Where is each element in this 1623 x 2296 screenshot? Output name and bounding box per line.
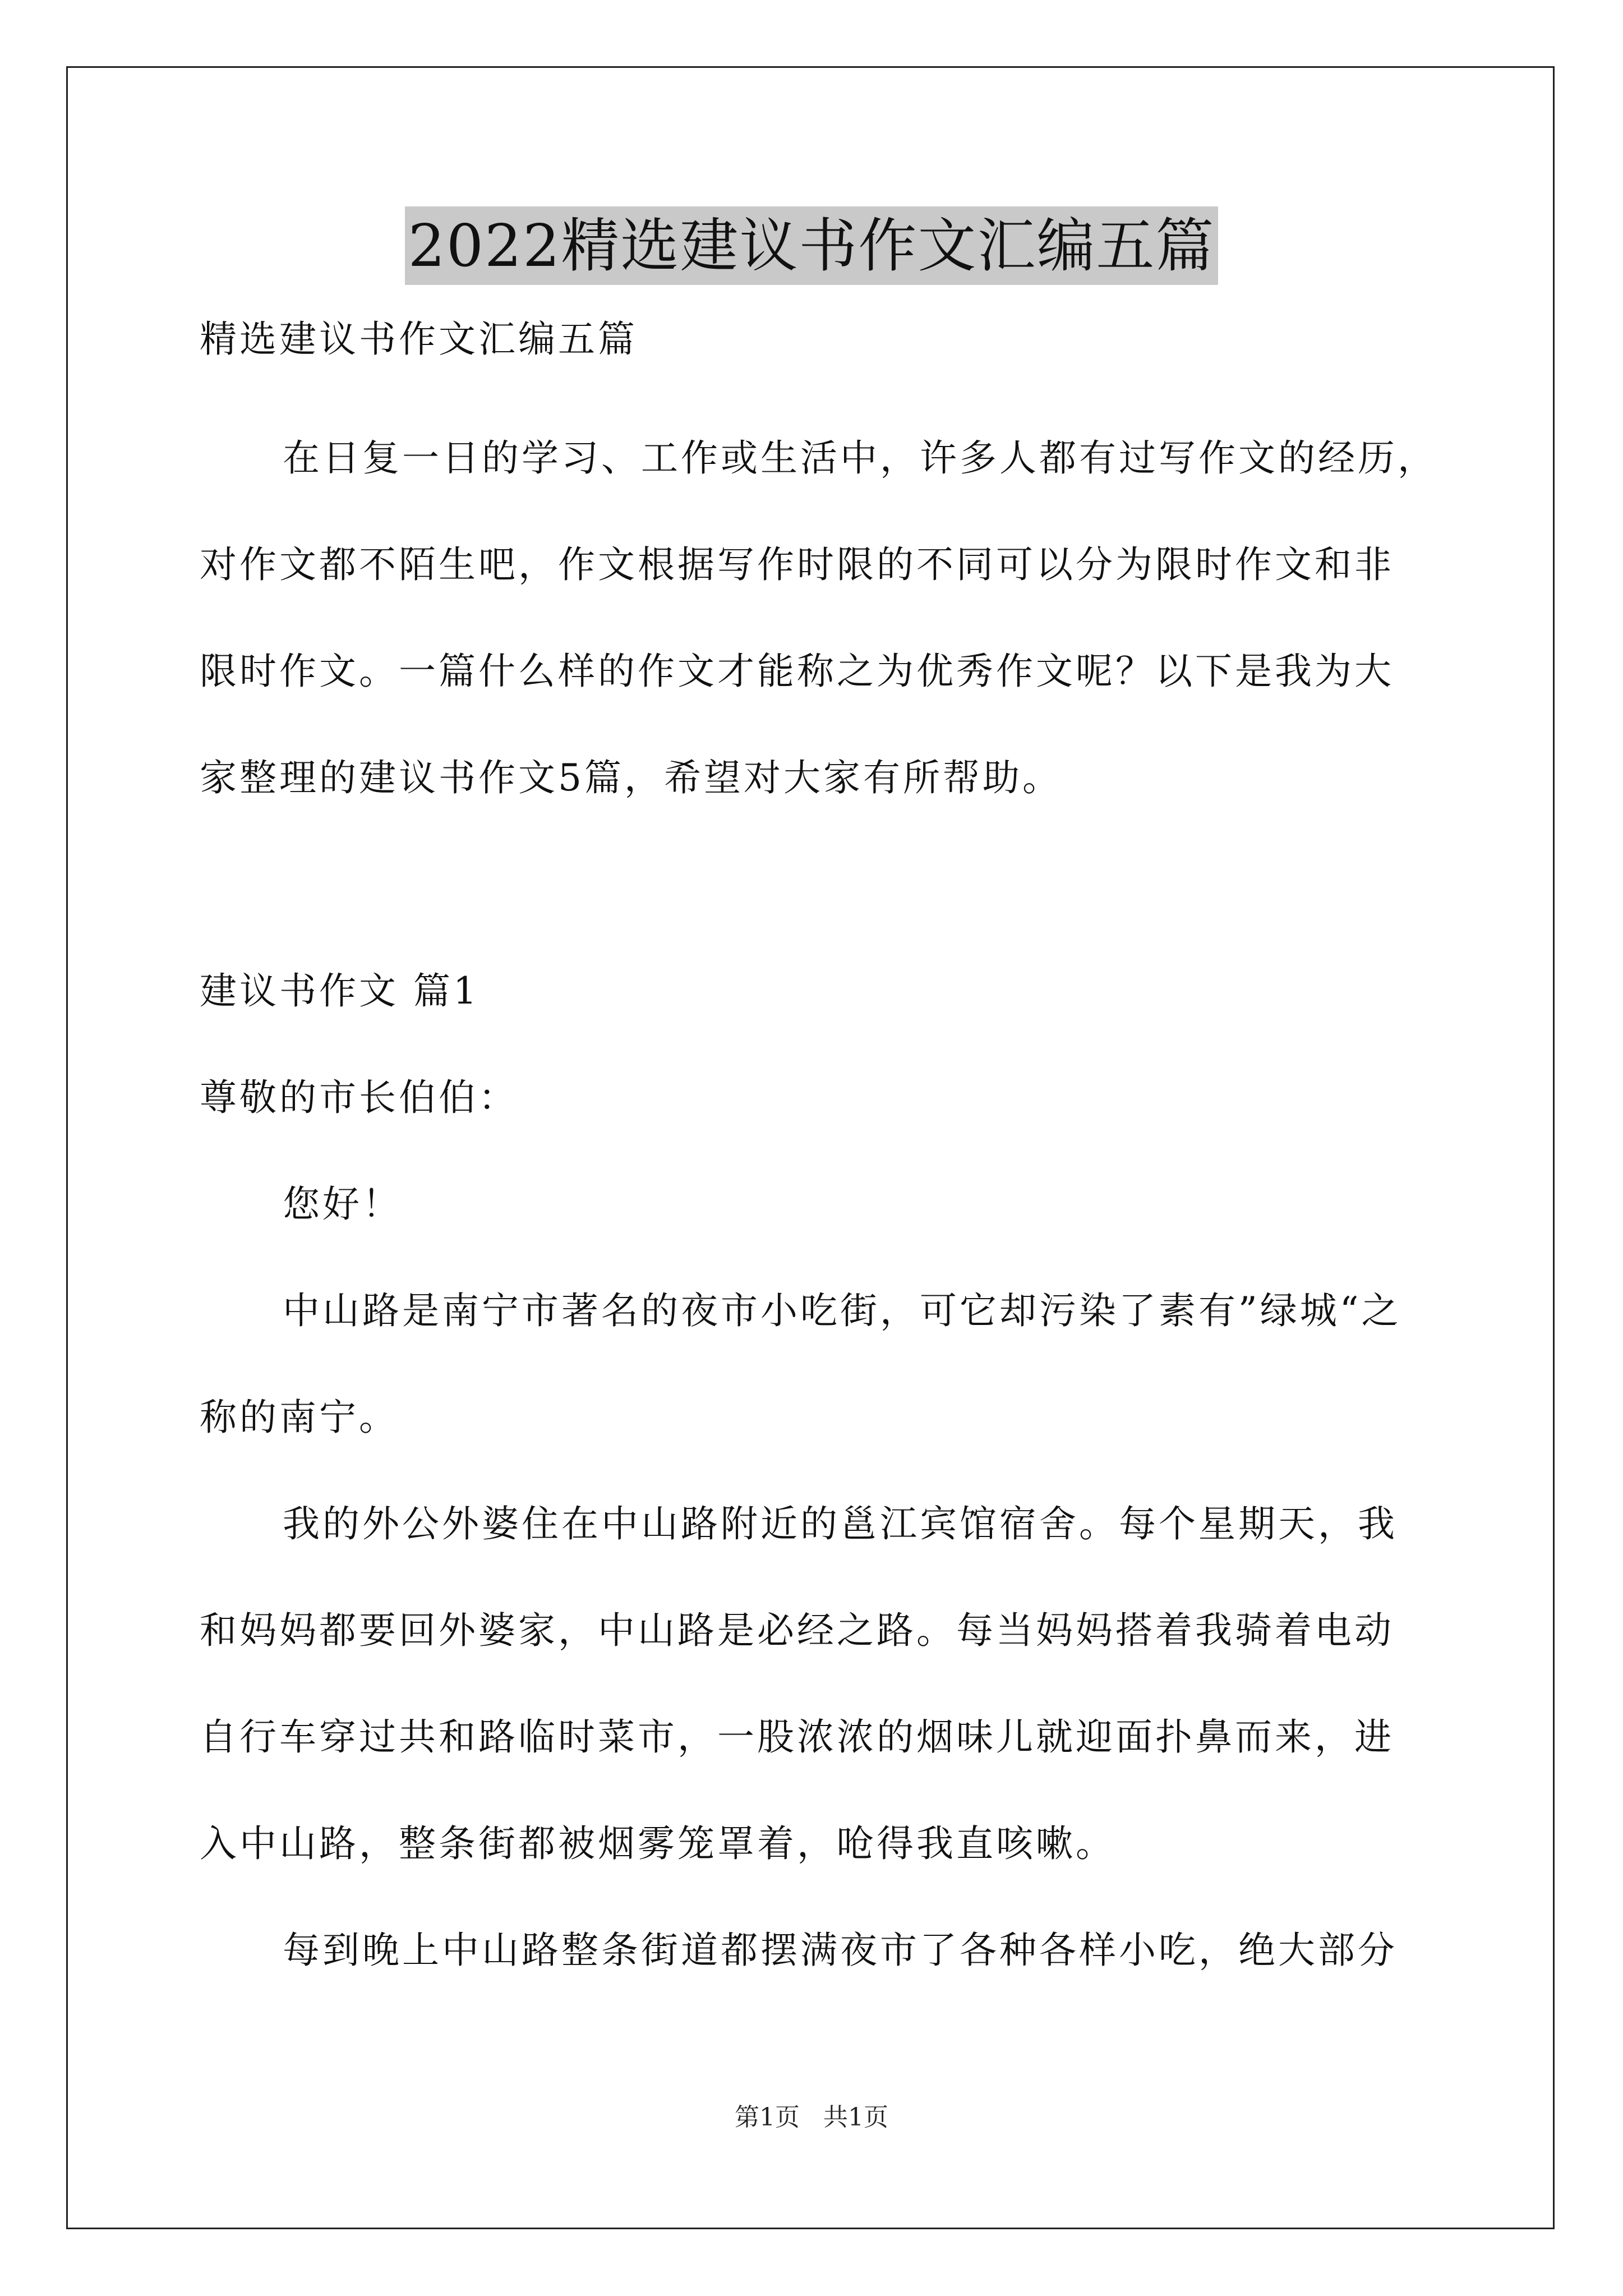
salutation: 尊敬的市长伯伯：: [200, 1076, 518, 1119]
intro-line: 对作文都不陌生吧，作文根据写作时限的不同可以分为限时作文和非: [200, 543, 1394, 586]
greeting: 您好！: [283, 1182, 402, 1226]
body-paragraph-1: [200, 1258, 1433, 1471]
body-paragraph-3: [200, 1897, 1433, 2004]
paragraph-line: 每到晚上中山路整条街道都摆满夜市了各种各样小吃，绝大部分: [283, 1929, 1398, 1972]
document-subtitle: 精选建议书作文汇编五篇: [200, 318, 638, 361]
intro-paragraph: [200, 405, 1437, 831]
paragraph-line: 中山路是南宁市著名的夜市小吃街，可它却污染了素有”绿城“之: [283, 1289, 1401, 1332]
intro-line: 家整理的建议书作文5篇，希望对大家有所帮助。: [200, 756, 1062, 799]
intro-line: 限时作文。一篇什么样的作文才能称之为优秀作文呢？以下是我为大: [200, 650, 1394, 693]
document-title: 2022精选建议书作文汇编五篇: [405, 206, 1219, 285]
page-footer: 第1页 共1页: [735, 2103, 888, 2132]
paragraph-line: 我的外公外婆住在中山路附近的邕江宾馆宿舍。每个星期天，我: [283, 1502, 1398, 1545]
intro-line: 在日复一日的学习、工作或生活中，许多人都有过写作文的经历，: [283, 436, 1437, 480]
section-heading: 建议书作文 篇1: [200, 969, 479, 1013]
document-body: [200, 314, 1437, 2004]
body-paragraph-2: [200, 1471, 1433, 1897]
paragraph-line: 入中山路，整条街都被烟雾笼罩着，呛得我直咳嗽。: [200, 1822, 1115, 1865]
paragraph-line: 和妈妈都要回外婆家，中山路是必经之路。每当妈妈搭着我骑着电动: [200, 1609, 1394, 1652]
title-container: [0, 206, 1623, 285]
paragraph-line: 自行车穿过共和路临时菜市，一股浓浓的烟味儿就迎面扑鼻而来，进: [200, 1715, 1394, 1759]
paragraph-line: 称的南宁。: [200, 1396, 399, 1439]
